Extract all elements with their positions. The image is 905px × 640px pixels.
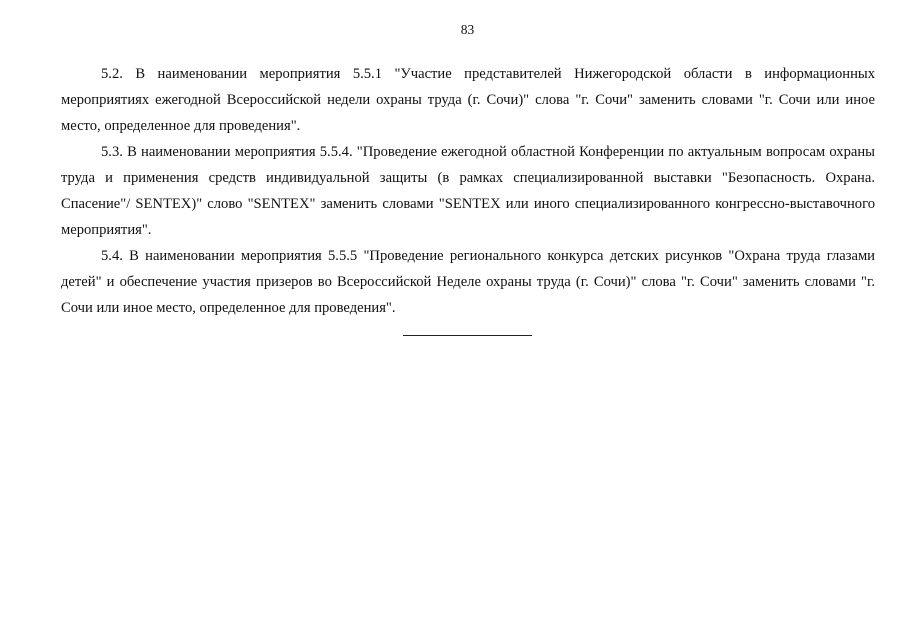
paragraph-5-2: 5.2. В наименовании мероприятия 5.5.1 "Участие представителей Нижегородской области в информационных мероприятиях ежегодной Всероссийской недели охраны труда (г. Сочи)" слова "г. Сочи" заменить словами "г. Сочи или иное место, определенное для проведения".: [61, 66, 875, 134]
page-number: 83: [460, 22, 475, 37]
document-body: [61, 61, 875, 321]
paragraph-5-4: 5.4. В наименовании мероприятия 5.5.5 "Проведение регионального конкурса детских рисунков "Охрана труда глазами детей" и обеспечение участия призеров во Всероссийской Неделе охраны труда (г. Сочи)" слова "г. Сочи" заменить словами "г. Сочи или иное место, определенное для проведения".: [61, 248, 875, 316]
paragraph-5-3: 5.3. В наименовании мероприятия 5.5.4. "Проведение ежегодной областной Конференции по актуальным вопросам охраны труда и применения средств индивидуальной защиты (в рамках специализированной выставки "Безопасность. Охрана. Спасение"/ SENTEX)" слово "SENTEX" заменить словами "SENTEX или иного специализированного конгрессно-выставочного мероприятия".: [61, 144, 875, 238]
end-divider-line: [403, 335, 532, 336]
